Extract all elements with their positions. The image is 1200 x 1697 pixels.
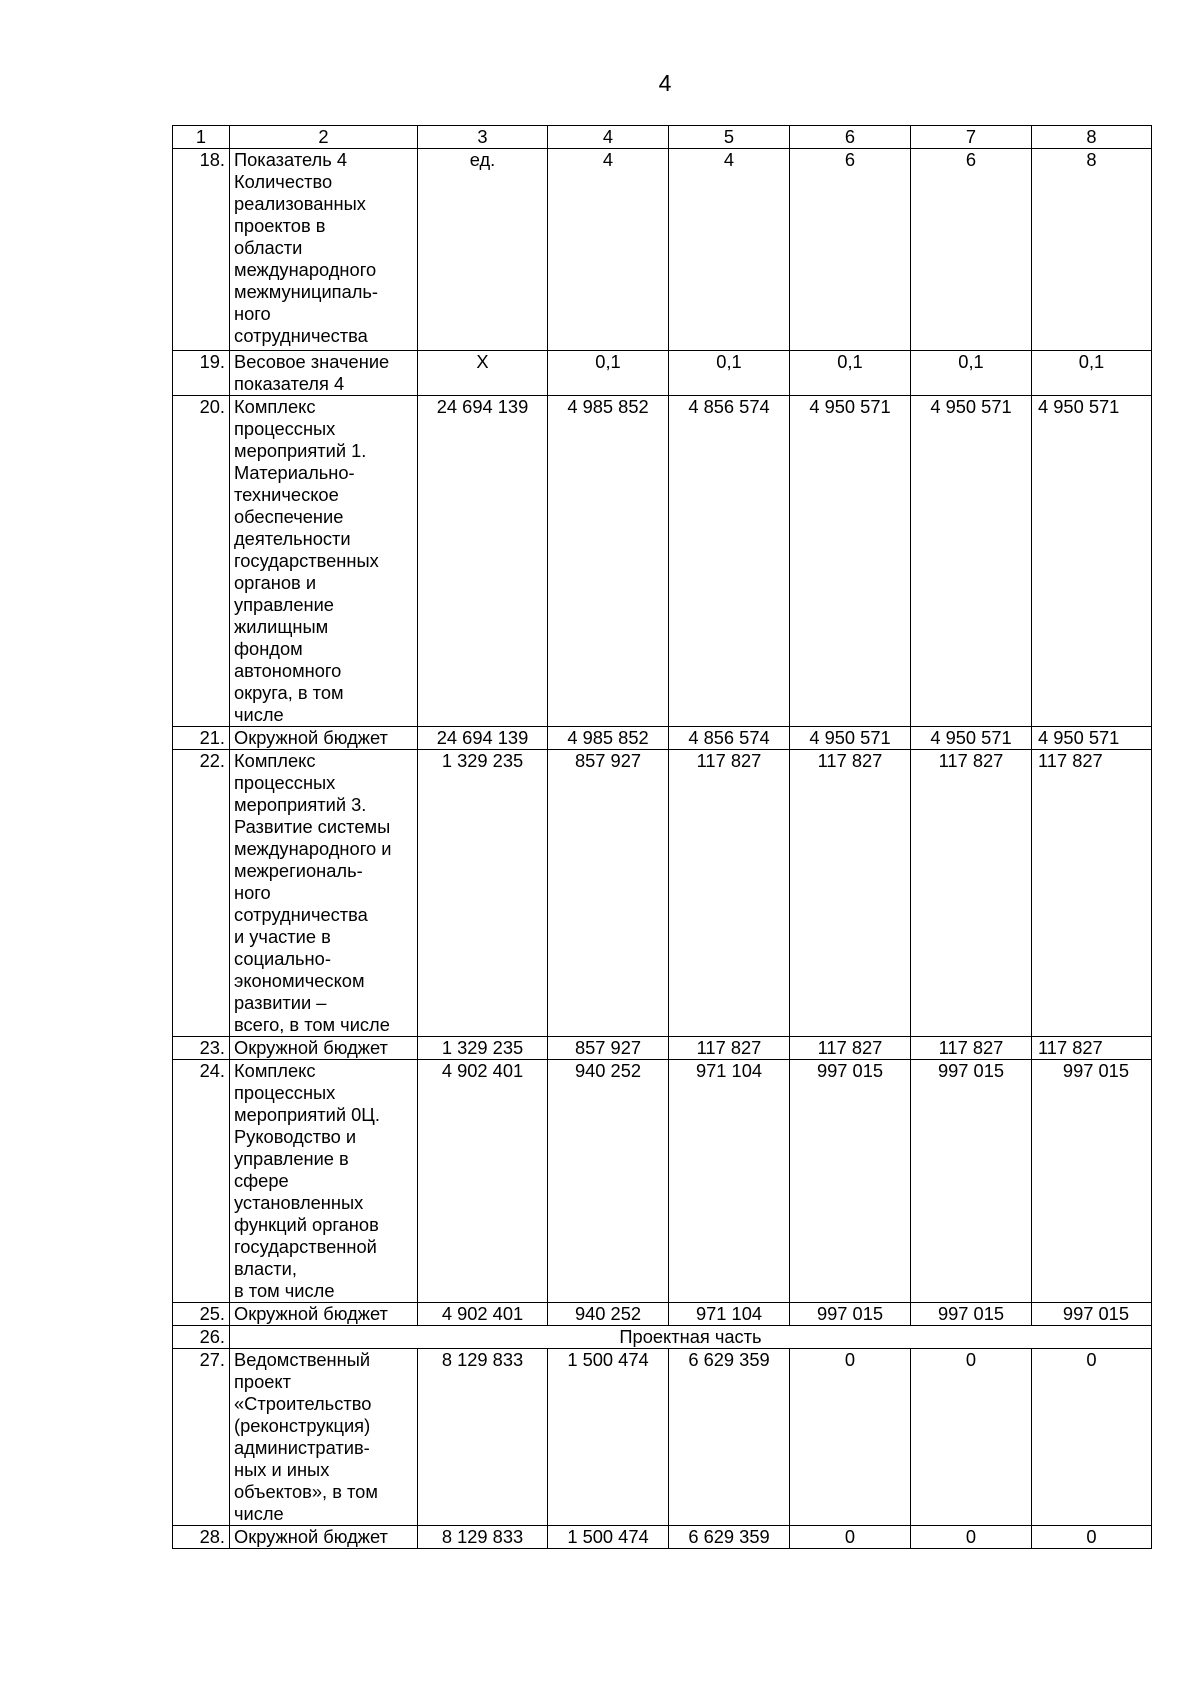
value-cell: 0 bbox=[911, 1349, 1032, 1526]
value-cell: 997 015 bbox=[911, 1303, 1032, 1326]
value-cell: 8 129 833 bbox=[418, 1349, 548, 1526]
row-number: 28. bbox=[173, 1526, 230, 1549]
value-cell: 117 827 bbox=[790, 1037, 911, 1060]
value-cell: 6 bbox=[790, 149, 911, 351]
value-cell: 4 856 574 bbox=[669, 396, 790, 727]
row-label: Ведомственный проект «Строительство (реконструкция) административ- ных и иных объектов», в том числе bbox=[230, 1349, 418, 1526]
value-cell: 24 694 139 bbox=[418, 396, 548, 727]
table-header-row bbox=[173, 126, 1152, 149]
value-cell: 940 252 bbox=[548, 1060, 669, 1303]
value-cell: 117 827 bbox=[911, 1037, 1032, 1060]
value-cell: 4 bbox=[669, 149, 790, 351]
column-header: 8 bbox=[1032, 126, 1152, 149]
value-cell: 997 015 bbox=[1032, 1060, 1152, 1303]
page-number: 4 bbox=[658, 70, 672, 96]
value-cell: 8 129 833 bbox=[418, 1526, 548, 1549]
value-cell: 0 bbox=[1032, 1349, 1152, 1526]
row-number: 26. bbox=[173, 1326, 230, 1349]
value-cell: 117 827 bbox=[669, 1037, 790, 1060]
value-cell: 24 694 139 bbox=[418, 727, 548, 750]
table-row bbox=[173, 1060, 1152, 1303]
row-label: Окружной бюджет bbox=[230, 1303, 418, 1326]
value-cell: 117 827 bbox=[1032, 750, 1152, 1037]
row-number: 24. bbox=[173, 1060, 230, 1303]
row-label: Показатель 4 Количество реализованных проектов в области международного межмуниципаль- ного сотрудничества bbox=[230, 149, 418, 351]
value-cell: X bbox=[418, 351, 548, 396]
column-header: 5 bbox=[669, 126, 790, 149]
value-cell: 0,1 bbox=[669, 351, 790, 396]
value-cell: 4 985 852 bbox=[548, 727, 669, 750]
table-row bbox=[173, 351, 1152, 396]
column-header: 2 bbox=[230, 126, 418, 149]
table-row bbox=[173, 1037, 1152, 1060]
row-number: 22. bbox=[173, 750, 230, 1037]
column-header: 7 bbox=[911, 126, 1032, 149]
value-cell: 857 927 bbox=[548, 1037, 669, 1060]
section-title: Проектная часть bbox=[230, 1326, 1152, 1349]
row-label: Весовое значение показателя 4 bbox=[230, 351, 418, 396]
value-cell: 997 015 bbox=[1032, 1303, 1152, 1326]
value-cell: 971 104 bbox=[669, 1060, 790, 1303]
table-row bbox=[173, 1303, 1152, 1326]
row-label: Комплекс процессных мероприятий 0Ц. Руководство и управление в сфере установленных функций органов государственной власти, в том числе bbox=[230, 1060, 418, 1303]
value-cell: 0 bbox=[790, 1526, 911, 1549]
value-cell: 4 856 574 bbox=[669, 727, 790, 750]
table-row bbox=[173, 1326, 1152, 1349]
row-label: Окружной бюджет bbox=[230, 727, 418, 750]
column-header: 4 bbox=[548, 126, 669, 149]
value-cell: 4 bbox=[548, 149, 669, 351]
value-cell: 117 827 bbox=[669, 750, 790, 1037]
column-header: 3 bbox=[418, 126, 548, 149]
value-cell: 117 827 bbox=[911, 750, 1032, 1037]
value-cell: 4 950 571 bbox=[911, 727, 1032, 750]
value-cell: 4 950 571 bbox=[911, 396, 1032, 727]
value-cell: 6 629 359 bbox=[669, 1349, 790, 1526]
row-number: 27. bbox=[173, 1349, 230, 1526]
column-header: 1 bbox=[173, 126, 230, 149]
value-cell: 857 927 bbox=[548, 750, 669, 1037]
row-number: 19. bbox=[173, 351, 230, 396]
value-cell: 117 827 bbox=[1032, 1037, 1152, 1060]
row-number: 18. bbox=[173, 149, 230, 351]
value-cell: 4 985 852 bbox=[548, 396, 669, 727]
value-cell: 117 827 bbox=[790, 750, 911, 1037]
row-label: Окружной бюджет bbox=[230, 1526, 418, 1549]
value-cell: 1 329 235 bbox=[418, 750, 548, 1037]
row-number: 25. bbox=[173, 1303, 230, 1326]
row-number: 20. bbox=[173, 396, 230, 727]
table-row bbox=[173, 1526, 1152, 1549]
value-cell: 8 bbox=[1032, 149, 1152, 351]
column-header: 6 bbox=[790, 126, 911, 149]
table-row bbox=[173, 149, 1152, 351]
row-label: Комплекс процессных мероприятий 3. Развитие системы международного и межрегиональ- ного сотрудничества и участие в социально- экономическом развитии – всего, в том числе bbox=[230, 750, 418, 1037]
value-cell: 4 950 571 bbox=[1032, 727, 1152, 750]
value-cell: 0 bbox=[790, 1349, 911, 1526]
table-row bbox=[173, 396, 1152, 727]
value-cell: 997 015 bbox=[790, 1303, 911, 1326]
value-cell: 1 500 474 bbox=[548, 1526, 669, 1549]
value-cell: 0,1 bbox=[1032, 351, 1152, 396]
table-row bbox=[173, 1349, 1152, 1526]
row-number: 21. bbox=[173, 727, 230, 750]
value-cell: 4 902 401 bbox=[418, 1060, 548, 1303]
value-cell: 1 329 235 bbox=[418, 1037, 548, 1060]
value-cell: 0,1 bbox=[911, 351, 1032, 396]
value-cell: 940 252 bbox=[548, 1303, 669, 1326]
value-cell: 4 902 401 bbox=[418, 1303, 548, 1326]
value-cell: 0,1 bbox=[790, 351, 911, 396]
value-cell: 6 bbox=[911, 149, 1032, 351]
row-label: Окружной бюджет bbox=[230, 1037, 418, 1060]
row-number: 23. bbox=[173, 1037, 230, 1060]
table-row bbox=[173, 750, 1152, 1037]
value-cell: 1 500 474 bbox=[548, 1349, 669, 1526]
value-cell: 997 015 bbox=[790, 1060, 911, 1303]
value-cell: 0,1 bbox=[548, 351, 669, 396]
row-label: Комплекс процессных мероприятий 1. Материально- техническое обеспечение деятельности государственных органов и управление жилищным фондом автономного округа, в том числе bbox=[230, 396, 418, 727]
value-cell: 4 950 571 bbox=[1032, 396, 1152, 727]
table-row bbox=[173, 727, 1152, 750]
data-table bbox=[172, 125, 1152, 1549]
value-cell: 4 950 571 bbox=[790, 727, 911, 750]
value-cell: 997 015 bbox=[911, 1060, 1032, 1303]
value-cell: 0 bbox=[1032, 1526, 1152, 1549]
value-cell: 6 629 359 bbox=[669, 1526, 790, 1549]
value-cell: ед. bbox=[418, 149, 548, 351]
value-cell: 0 bbox=[911, 1526, 1032, 1549]
value-cell: 971 104 bbox=[669, 1303, 790, 1326]
value-cell: 4 950 571 bbox=[790, 396, 911, 727]
